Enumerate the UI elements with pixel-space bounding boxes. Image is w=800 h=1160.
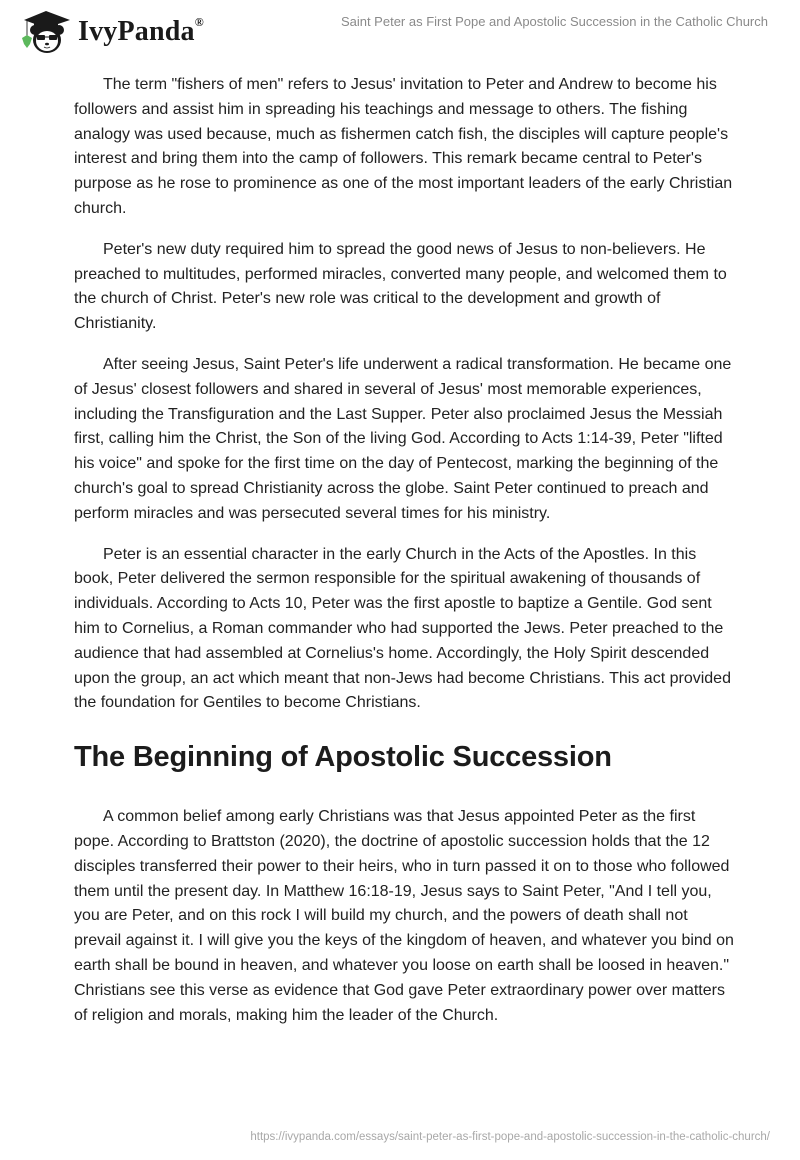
source-url[interactable]: https://ivypanda.com/essays/saint-peter-as-first-pope-and-apostolic-succession-in-the-catholic-church/ xyxy=(250,1131,770,1143)
document-title: Saint Peter as First Pope and Apostolic Succession in the Catholic Church xyxy=(340,14,768,29)
paragraph: The term "fishers of men" refers to Jesus' invitation to Peter and Andrew to become his followers and assist him in spreading his teachings and message to others. The fishing analogy was used because, much as fishermen catch fish, the disciples will capture people's interest and bring them into the camp of followers. This remark became central to Peter's purpose as he rose to prominence as one of the most important leaders of the early Christian church. xyxy=(74,76,733,217)
section-heading: The Beginning of Apostolic Succession xyxy=(74,741,612,774)
brand-name: IvyPanda® xyxy=(78,14,204,47)
ivypanda-logo[interactable] xyxy=(16,8,204,56)
article-body xyxy=(74,73,734,1044)
paragraph: Peter's new duty required him to spread the good news of Jesus to non-believers. He preached to multitudes, performed miracles, converted many people, and welcomed them to the church of Christ. Peter's new role was critical to the development and growth of Christianity. xyxy=(74,240,727,333)
page-header xyxy=(0,0,800,60)
panda-graduate-icon xyxy=(16,8,76,56)
paragraph: Peter is an essential character in the early Church in the Acts of the Apostles. In this book, Peter delivered the sermon responsible for the spiritual awakening of thousands of individuals. According to Acts 10, Peter was the first apostle to baptize a Gentile. God sent him to Cornelius, a Roman commander who had supported the Jews. Peter preached to the audience that had assembled at Cornelius's home. Accordingly, the Holy Spirit descended upon the group, an act which meant that non-Jews had become Christians. This act provided the foundation for Gentiles to become Christians. xyxy=(74,545,731,712)
paragraph: A common belief among early Christians was that Jesus appointed Peter as the first pope. According to Brattston (2020), the doctrine of apostolic succession holds that the 12 disciples transferred their power to their heirs, who in turn passed it on to those who followed them until the present day. In Matthew 16:18-19, Jesus says to Saint Peter, "And I tell you, you are Peter, and on this rock I will build my church, and the powers of death shall not prevail against it. I will give you the keys of the kingdom of heaven, and whatever you bind on earth shall be bound in heaven, and whatever you loose on earth shall be loosed in heaven." Christians see this verse as evidence that God gave Peter extraordinary power over matters of religion and morals, making him the leader of the Church. xyxy=(74,808,734,1024)
paragraph: After seeing Jesus, Saint Peter's life underwent a radical transformation. He became one of Jesus' closest followers and shared in several of Jesus' most memorable experiences, including the Transfiguration and the Last Supper. Peter also proclaimed Jesus the Messiah first, calling him the Christ, the Son of the living God. According to Acts 1:14-39, Peter "lifted his voice" and spoke for the first time on the day of Pentecost, marking the beginning of the church's goal to spread Christianity across the globe. Saint Peter continued to preach and perform miracles and was persecuted several times for his ministry. xyxy=(74,355,732,522)
